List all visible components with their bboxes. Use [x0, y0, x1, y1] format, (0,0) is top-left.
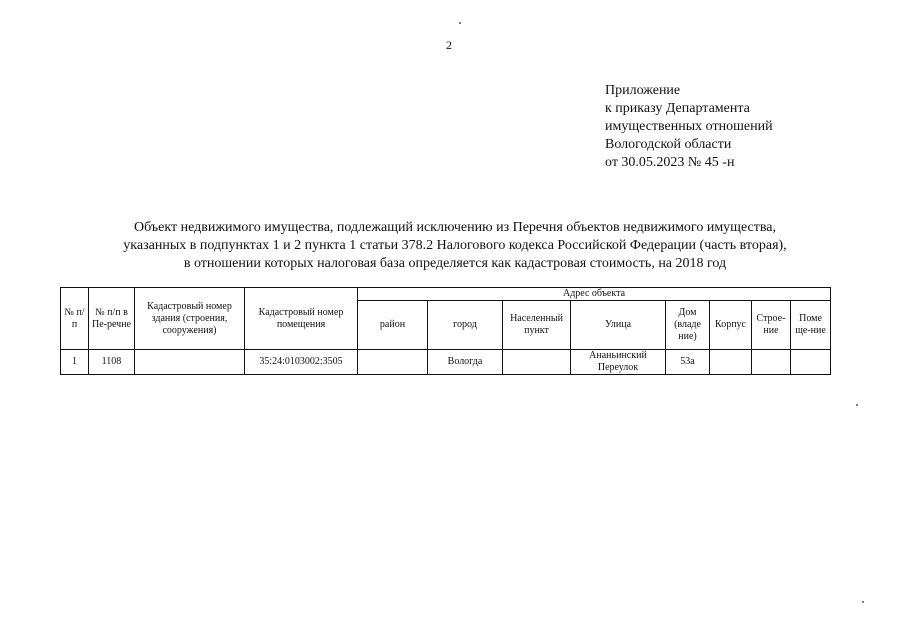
scan-speck [459, 22, 461, 24]
header-corpus: Корпус [710, 301, 752, 350]
header-building-cadastral: Кадастровый номер здания (строения, сооружения) [135, 288, 245, 350]
appendix-line: к приказу Департамента [605, 101, 750, 116]
scan-speck [862, 601, 864, 603]
appendix-block [605, 82, 773, 172]
header-house: Дом (владе ние) [666, 301, 710, 350]
title-line: указанных в подпунктах 1 и 2 пункта 1 статьи 378.2 Налогового кодекса Российской Федерации (часть вторая), [123, 238, 787, 253]
cell-building [752, 350, 791, 375]
cell-city: Вологда [428, 350, 503, 375]
cell-building-cadastral [135, 350, 245, 375]
header-list-num: № п/п в Пе-речне [89, 288, 135, 350]
header-num: № п/п [61, 288, 89, 350]
cell-district [358, 350, 428, 375]
cell-list-num: 1108 [89, 350, 135, 375]
cell-settlement [503, 350, 571, 375]
table-row [61, 350, 831, 375]
appendix-line: Приложение [605, 83, 681, 98]
header-address-group: Адрес объекта [358, 288, 831, 301]
cell-num: 1 [61, 350, 89, 375]
scan-speck [856, 404, 858, 406]
header-building: Строе-ние [752, 301, 791, 350]
appendix-line: от 30.05.2023 № 45 -н [605, 155, 735, 170]
cell-premises-cadastral: 35:24:0103002:3505 [245, 350, 358, 375]
page-number: 2 [446, 38, 452, 52]
header-premises: Поме ще-ние [791, 301, 831, 350]
objects-table [60, 287, 831, 375]
document-title [60, 219, 850, 273]
header-premises-cadastral: Кадастровый номер помещения [245, 288, 358, 350]
table-header-row [61, 288, 831, 301]
header-street: Улица [571, 301, 666, 350]
appendix-line: Вологодской области [605, 137, 732, 152]
title-line: в отношении которых налоговая база определяется как кадастровая стоимость, на 2018 год [183, 256, 727, 271]
cell-house: 53а [666, 350, 710, 375]
header-district: район [358, 301, 428, 350]
header-settlement: Населенный пункт [503, 301, 571, 350]
cell-corpus [710, 350, 752, 375]
appendix-line: имущественных отношений [605, 119, 773, 134]
header-city: город [428, 301, 503, 350]
cell-street: Ананьинский Переулок [571, 350, 666, 375]
title-line: Объект недвижимого имущества, подлежащий исключению из Перечня объектов недвижимого имущества, [134, 220, 776, 235]
cell-premises [791, 350, 831, 375]
